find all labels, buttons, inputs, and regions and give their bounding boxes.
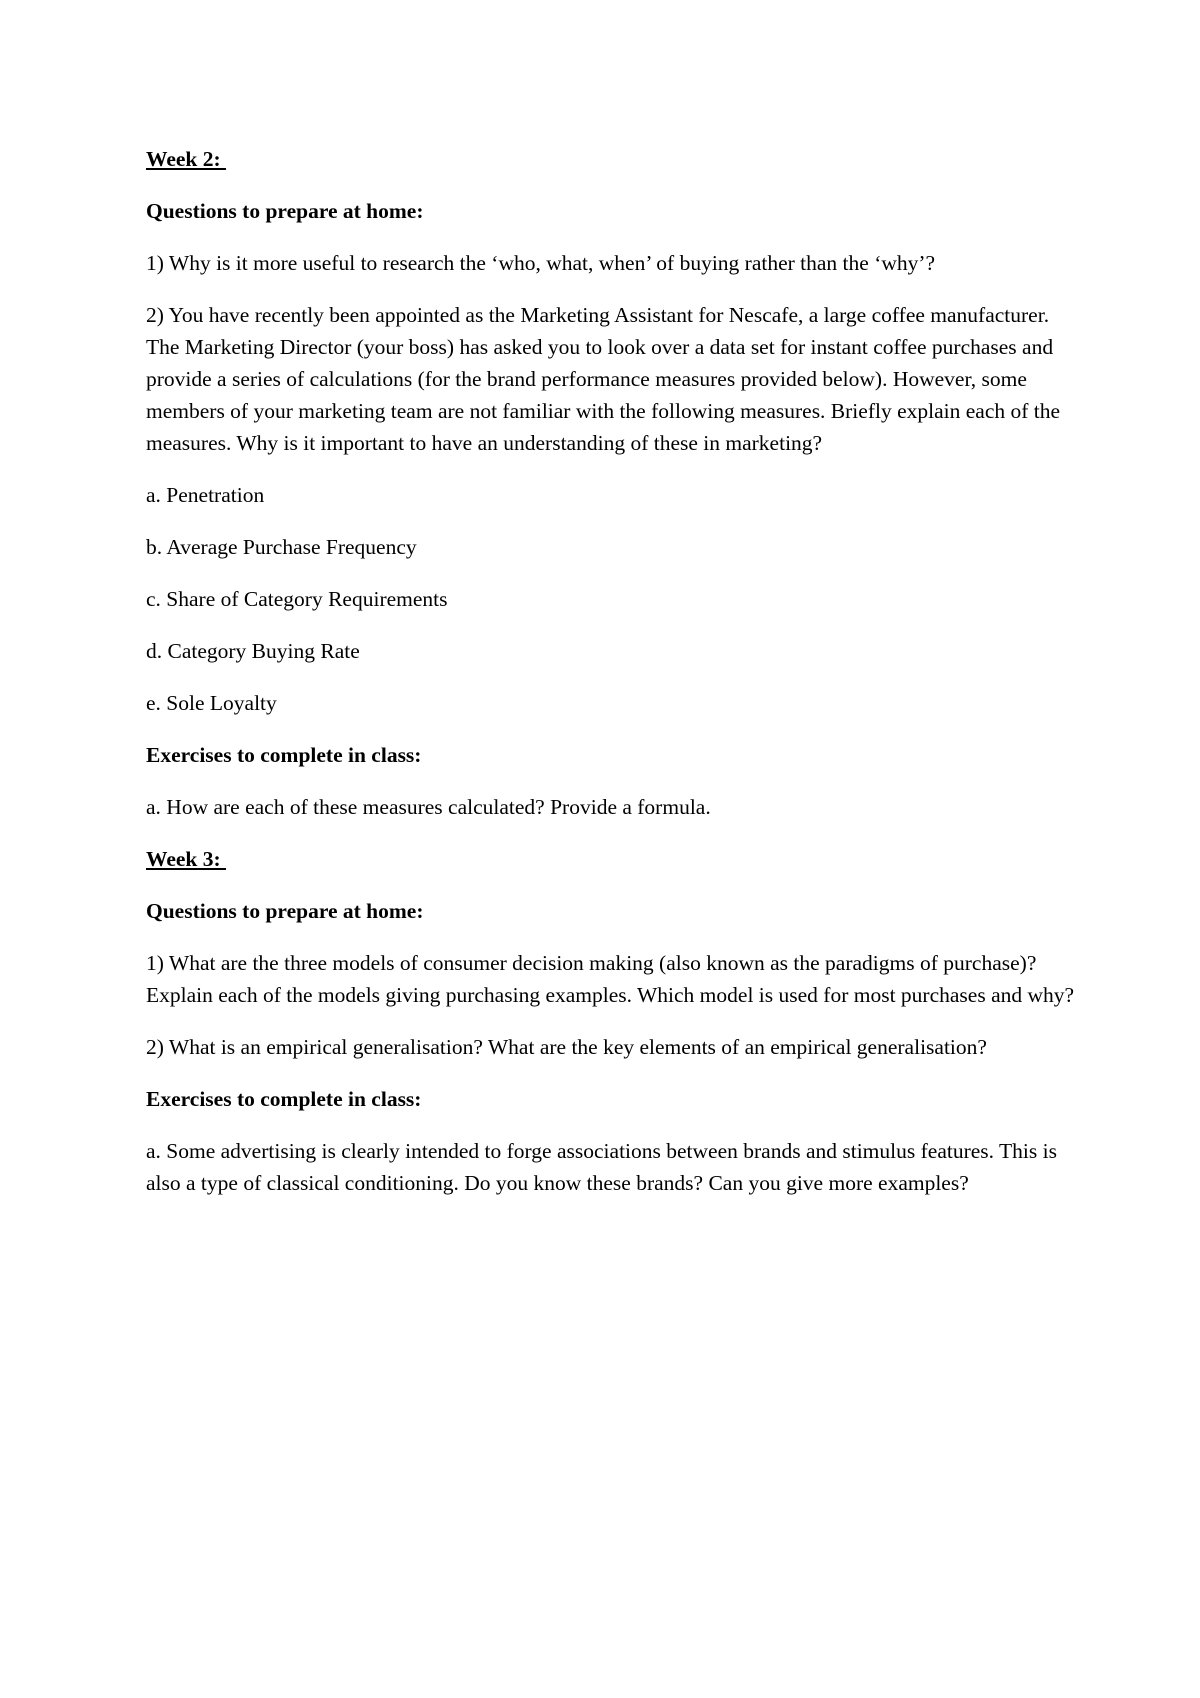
document-page: [146, 143, 1076, 1219]
measure-item: b. Average Purchase Frequency: [146, 535, 417, 559]
week2-question-2: 2) You have recently been appointed as the Marketing Assistant for Nescafe, a large coffee manufacturer. The Marketing Director (your boss) has asked you to look over a data set for instant coffee purchases and provide a series of calculations (for the brand performance measures provided below). However, some members of your marketing team are not familiar with the following measures. Briefly explain each of the measures. Why is it important to have an understanding of these in marketing?: [146, 303, 1061, 455]
measure-item: e. Sole Loyalty: [146, 691, 277, 715]
week2-question-1: 1) Why is it more useful to research the ‘who, what, when’ of buying rather than the ‘why’?: [146, 251, 936, 275]
week2-class-exercise-a: a. How are each of these measures calculated? Provide a formula.: [146, 795, 711, 819]
week2-section: [146, 143, 1076, 175]
week2-title: Week 2:: [146, 147, 227, 171]
week3-question-2: 2) What is an empirical generalisation? What are the key elements of an empirical generalisation?: [146, 1035, 987, 1059]
week2-class-heading: Exercises to complete in class:: [146, 743, 422, 767]
week3-section: [146, 843, 1076, 875]
week3-home-heading: Questions to prepare at home:: [146, 899, 424, 923]
measure-item: a. Penetration: [146, 483, 265, 507]
measure-item: c. Share of Category Requirements: [146, 587, 448, 611]
week3-title: Week 3:: [146, 847, 227, 871]
measure-item: d. Category Buying Rate: [146, 639, 360, 663]
week2-home-heading: Questions to prepare at home:: [146, 199, 424, 223]
week3-question-1: 1) What are the three models of consumer decision making (also known as the paradigms of purchase)? Explain each of the models giving purchasing examples. Which model is used for most purchases and why?: [146, 951, 1075, 1007]
week3-class-exercise-a: a. Some advertising is clearly intended to forge associations between brands and stimulus features. This is also a type of classical conditioning. Do you know these brands? Can you give more examples?: [146, 1139, 1057, 1195]
week3-class-heading: Exercises to complete in class:: [146, 1087, 422, 1111]
